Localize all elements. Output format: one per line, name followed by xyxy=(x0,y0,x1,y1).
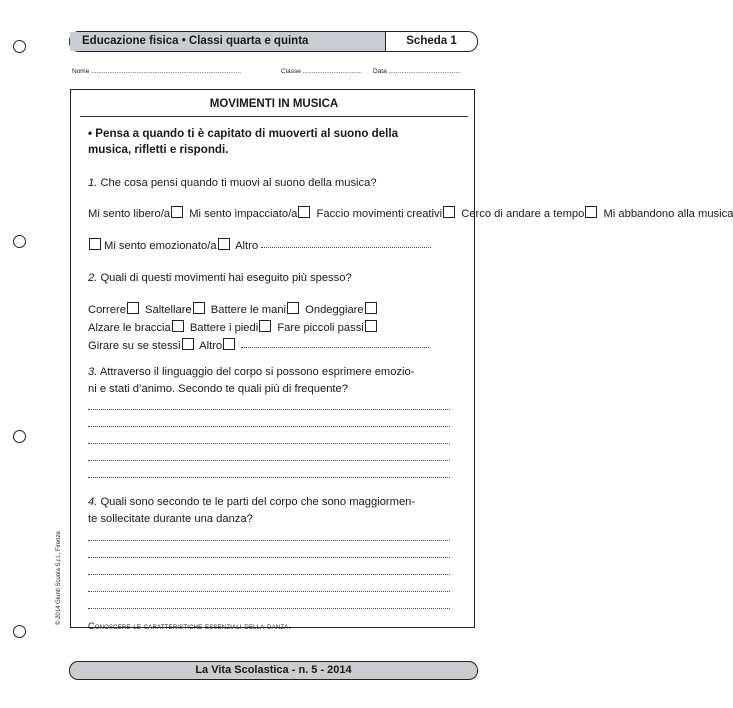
checkbox[interactable] xyxy=(287,302,299,314)
intro-line: • Pensa a quando ti è capitato di muoverti al suono della xyxy=(88,127,399,140)
option-label: Faccio movimenti creativi xyxy=(316,208,443,220)
option-label: Cerco di andare a tempo xyxy=(461,208,585,220)
date-dots: ........................................ xyxy=(388,68,461,75)
option-label: Correre xyxy=(88,304,126,316)
checkbox[interactable] xyxy=(585,206,597,218)
header-bar xyxy=(69,31,478,52)
option-label: Altro xyxy=(199,340,223,352)
learning-objective: Conoscere le caratteristiche essenziali della danza. xyxy=(88,621,292,631)
option-label: Mi abbandono alla musica xyxy=(603,208,733,220)
answer-line[interactable] xyxy=(88,591,450,592)
class-field xyxy=(281,68,362,76)
question-4-cont: te sollecitate durante una danza? xyxy=(88,513,253,525)
answer-line[interactable] xyxy=(88,574,450,575)
option-label: Battere le mani xyxy=(210,304,287,316)
answer-line[interactable] xyxy=(88,409,450,410)
copyright-notice: © 2014 Giunti Scuola S.r.l., Firenze xyxy=(56,531,62,625)
scheda-label: Scheda 1 xyxy=(385,32,477,51)
answer-blank[interactable] xyxy=(241,338,429,348)
checkbox[interactable] xyxy=(193,302,205,314)
q2-options-row xyxy=(88,337,464,356)
answer-line[interactable] xyxy=(88,540,450,541)
checkbox[interactable] xyxy=(89,238,101,250)
name-label: Nome xyxy=(72,68,90,75)
worksheet-body xyxy=(80,97,733,631)
q2-options-row xyxy=(88,319,464,338)
option-label: Mi sento emozionato/a xyxy=(104,240,217,252)
q1-options-row xyxy=(88,205,733,224)
binder-hole xyxy=(13,235,26,248)
binder-hole xyxy=(13,40,26,53)
class-label: Classe xyxy=(281,68,301,75)
question-text: Che cosa pensi quando ti muovi al suono della musica? xyxy=(100,177,377,189)
binder-hole xyxy=(13,430,26,443)
checkbox[interactable] xyxy=(443,206,455,218)
option-label: Girare su se stessi xyxy=(88,340,181,352)
question-2 xyxy=(88,269,464,288)
option-label: Fare piccoli passi xyxy=(277,322,364,334)
title-divider xyxy=(80,116,468,117)
checkbox[interactable] xyxy=(365,302,377,314)
checkbox[interactable] xyxy=(223,338,235,350)
checkbox[interactable] xyxy=(298,206,310,218)
binder-hole xyxy=(13,625,26,638)
checkbox[interactable] xyxy=(182,338,194,350)
answer-line[interactable] xyxy=(88,557,450,558)
answer-line[interactable] xyxy=(88,608,450,609)
answer-line[interactable] xyxy=(88,477,450,478)
q2-options-row xyxy=(88,301,464,320)
subject-title: Educazione fisica • Classi quarta e quinta xyxy=(70,32,386,51)
answer-line[interactable] xyxy=(88,460,450,461)
answer-line[interactable] xyxy=(88,443,450,444)
q1-options-row xyxy=(88,237,464,256)
option-label: Mi sento libero/a xyxy=(88,208,171,220)
answer-blank[interactable] xyxy=(261,238,431,248)
date-field xyxy=(373,68,461,76)
checkbox[interactable] xyxy=(259,320,271,332)
question-text: Attraverso il linguaggio del corpo si possono esprimere emozio- xyxy=(99,366,415,378)
checkbox[interactable] xyxy=(127,302,139,314)
intro-line: musica, rifletti e rispondi. xyxy=(88,143,229,156)
option-label: Ondeggiare xyxy=(305,304,364,316)
question-text: Quali di questi movimenti hai eseguito più spesso? xyxy=(100,272,352,284)
checkbox[interactable] xyxy=(365,320,377,332)
date-label: Data xyxy=(373,68,387,75)
worksheet-title: MOVIMENTI IN MUSICA xyxy=(209,98,339,110)
option-label: Altro xyxy=(235,240,259,252)
option-label: Battere i piedi xyxy=(189,322,259,334)
name-field xyxy=(72,68,241,76)
checkbox[interactable] xyxy=(171,206,183,218)
question-number: 3. xyxy=(88,366,98,378)
option-label: Mi sento impacciato/a xyxy=(189,208,298,220)
question-text: Quali sono secondo te le parti del corpo che sono maggiormen- xyxy=(100,496,416,508)
question-3-cont: ni e stati d’animo. Secondo te quali più di frequente? xyxy=(88,383,348,395)
option-label: Saltellare xyxy=(145,304,192,316)
question-number: 1. xyxy=(88,177,98,189)
question-3 xyxy=(88,363,464,382)
checkbox[interactable] xyxy=(172,320,184,332)
question-number: 2. xyxy=(88,272,98,284)
question-1 xyxy=(88,174,464,193)
checkbox[interactable] xyxy=(218,238,230,250)
question-4 xyxy=(88,493,464,512)
option-label: Alzare le braccia xyxy=(88,322,171,334)
answer-line[interactable] xyxy=(88,426,450,427)
name-dots: ................................................................................... xyxy=(91,68,242,75)
footer-bar: La Vita Scolastica - n. 5 - 2014 xyxy=(69,661,478,680)
class-dots: ................................. xyxy=(302,68,363,75)
question-number: 4. xyxy=(88,496,98,508)
